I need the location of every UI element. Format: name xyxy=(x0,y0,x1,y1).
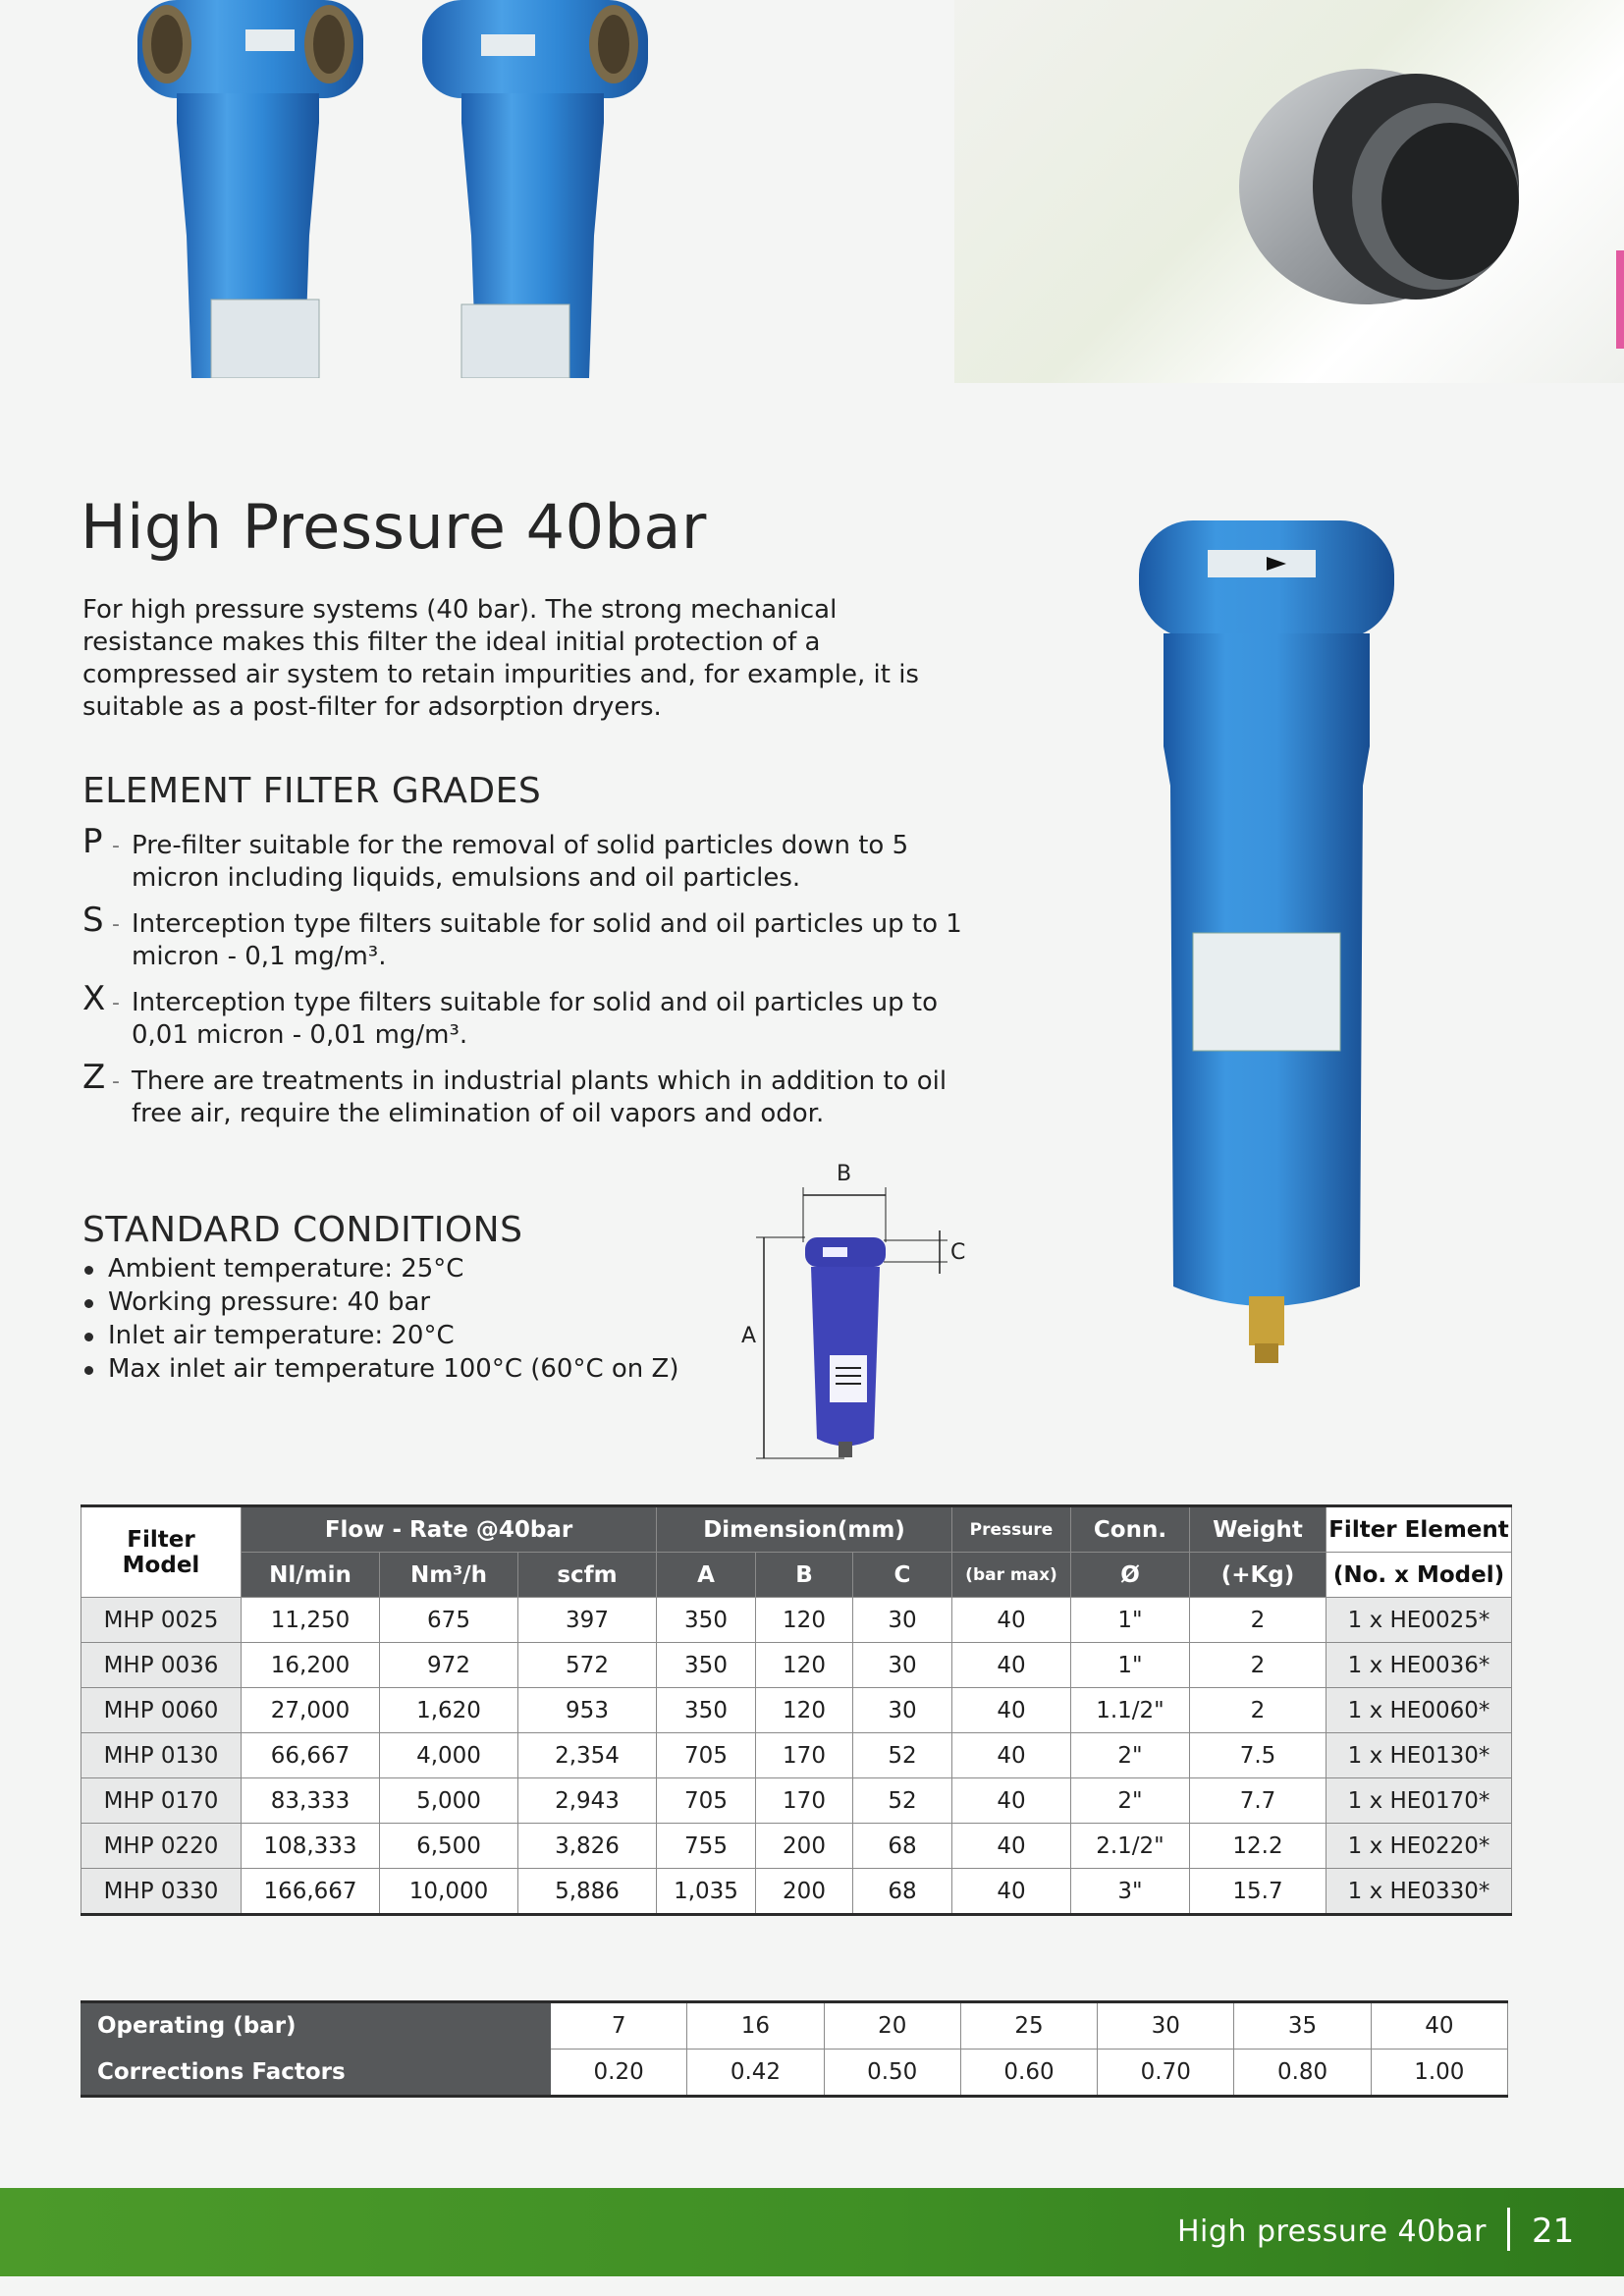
intro-paragraph: For high pressure systems (40 bar). The strong mechanical resistance makes this filter the ideal initial protection of a compressed air system to retain impurities and, for example, it is suitable as a post-filter for adsorption dryers. xyxy=(82,595,919,722)
cell-b: 200 xyxy=(756,1869,853,1915)
condition-item: Inlet air temperature: 20°C xyxy=(82,1319,679,1352)
col-header-element-sub: (No. x Model) xyxy=(1326,1553,1512,1598)
col-header-element: Filter Element xyxy=(1326,1506,1512,1553)
cell-weight: 2 xyxy=(1190,1643,1326,1688)
grade-text: Interception type filters suitable for solid and oil particles up to 1 micron - 0,1 mg/m³. xyxy=(132,909,962,971)
col-header-pressure: Pressure xyxy=(952,1506,1071,1553)
factors-label: Corrections Factors xyxy=(81,2050,551,2097)
page-number: 21 xyxy=(1532,2212,1575,2251)
grade-letter: X xyxy=(82,979,106,1018)
cell-nlmin: 166,667 xyxy=(242,1869,380,1915)
cell-pressure: 40 xyxy=(952,1824,1071,1869)
operating-value: 25 xyxy=(960,2002,1097,2050)
cell-scfm: 572 xyxy=(518,1643,657,1688)
page-edge-tab xyxy=(1616,250,1624,349)
cell-c: 30 xyxy=(853,1688,952,1733)
grade-text: Pre-filter suitable for the removal of solid particles down to 5 micron including liquids, emulsions and oil particles. xyxy=(132,831,909,893)
table-row xyxy=(81,1824,1512,1869)
cell-c: 30 xyxy=(853,1643,952,1688)
cell-a: 1,035 xyxy=(657,1869,756,1915)
cell-nlmin: 11,250 xyxy=(242,1598,380,1643)
cell-c: 68 xyxy=(853,1824,952,1869)
cell-pressure: 40 xyxy=(952,1778,1071,1824)
operating-value: 30 xyxy=(1098,2002,1234,2050)
col-header-dimension: Dimension(mm) xyxy=(657,1506,952,1553)
cell-model: MHP 0220 xyxy=(81,1824,242,1869)
factor-value: 1.00 xyxy=(1371,2050,1507,2097)
col-header-scfm: scfm xyxy=(518,1553,657,1598)
dim-label-b: B xyxy=(837,1162,852,1186)
dim-label-c: C xyxy=(950,1240,966,1265)
cell-model: MHP 0330 xyxy=(81,1869,242,1915)
col-header-barmax: (bar max) xyxy=(952,1553,1071,1598)
cell-a: 350 xyxy=(657,1643,756,1688)
grade-dash: - xyxy=(112,834,120,858)
cell-element: 1 x HE0025* xyxy=(1326,1598,1512,1643)
cell-b: 200 xyxy=(756,1824,853,1869)
cell-nlmin: 27,000 xyxy=(242,1688,380,1733)
cell-a: 705 xyxy=(657,1733,756,1778)
operating-row xyxy=(81,2002,1508,2050)
col-header-c: C xyxy=(853,1553,952,1598)
cell-element: 1 x HE0130* xyxy=(1326,1733,1512,1778)
cell-weight: 12.2 xyxy=(1190,1824,1326,1869)
cell-b: 120 xyxy=(756,1598,853,1643)
factor-value: 0.20 xyxy=(551,2050,687,2097)
cell-element: 1 x HE0036* xyxy=(1326,1643,1512,1688)
grade-letter: Z xyxy=(82,1058,106,1097)
cell-element: 1 x HE0220* xyxy=(1326,1824,1512,1869)
factor-value: 0.80 xyxy=(1234,2050,1371,2097)
factor-value: 0.60 xyxy=(960,2050,1097,2097)
cell-b: 120 xyxy=(756,1643,853,1688)
cell-conn: 2" xyxy=(1071,1733,1190,1778)
cell-a: 755 xyxy=(657,1824,756,1869)
factor-value: 0.42 xyxy=(687,2050,824,2097)
cell-c: 68 xyxy=(853,1869,952,1915)
cell-pressure: 40 xyxy=(952,1688,1071,1733)
cell-conn: 3" xyxy=(1071,1869,1190,1915)
cell-scfm: 953 xyxy=(518,1688,657,1733)
grade-dash: - xyxy=(112,991,120,1015)
cell-nm3h: 4,000 xyxy=(380,1733,518,1778)
footer-divider xyxy=(1507,2208,1510,2251)
grade-dash: - xyxy=(112,912,120,937)
cell-element: 1 x HE0330* xyxy=(1326,1869,1512,1915)
condition-item: Max inlet air temperature 100°C (60°C on Z) xyxy=(82,1352,679,1386)
grade-letter: S xyxy=(82,901,104,940)
cell-a: 350 xyxy=(657,1598,756,1643)
cell-scfm: 3,826 xyxy=(518,1824,657,1869)
col-header-a: A xyxy=(657,1553,756,1598)
cell-conn: 1" xyxy=(1071,1598,1190,1643)
operating-value: 7 xyxy=(551,2002,687,2050)
grade-text: There are treatments in industrial plants which in addition to oil free air, require the elimination of oil vapors and odor. xyxy=(132,1066,947,1128)
grade-dash: - xyxy=(112,1069,120,1094)
standard-conditions-list xyxy=(82,1252,679,1386)
col-header-filter-model xyxy=(81,1506,242,1598)
cell-element: 1 x HE0170* xyxy=(1326,1778,1512,1824)
factors-row xyxy=(81,2050,1508,2097)
operating-value: 35 xyxy=(1234,2002,1371,2050)
cell-pressure: 40 xyxy=(952,1598,1071,1643)
cell-weight: 2 xyxy=(1190,1598,1326,1643)
cell-conn: 2.1/2" xyxy=(1071,1824,1190,1869)
col-header-nm3h: Nm³/h xyxy=(380,1553,518,1598)
table-row xyxy=(81,1688,1512,1733)
table-row xyxy=(81,1598,1512,1643)
cell-c: 30 xyxy=(853,1598,952,1643)
cell-nm3h: 1,620 xyxy=(380,1688,518,1733)
cell-nm3h: 972 xyxy=(380,1643,518,1688)
cell-conn: 2" xyxy=(1071,1778,1190,1824)
col-header-b: B xyxy=(756,1553,853,1598)
cell-scfm: 2,943 xyxy=(518,1778,657,1824)
operating-value: 16 xyxy=(687,2002,824,2050)
condition-item: Ambient temperature: 25°C xyxy=(82,1252,679,1285)
cell-a: 705 xyxy=(657,1778,756,1824)
table-row xyxy=(81,1733,1512,1778)
cell-nlmin: 66,667 xyxy=(242,1733,380,1778)
cell-scfm: 5,886 xyxy=(518,1869,657,1915)
dimension-diagram xyxy=(736,1154,992,1468)
cell-weight: 7.5 xyxy=(1190,1733,1326,1778)
condition-item: Working pressure: 40 bar xyxy=(82,1285,679,1319)
filter-housings-photo xyxy=(118,0,668,378)
cell-pressure: 40 xyxy=(952,1733,1071,1778)
cell-nlmin: 16,200 xyxy=(242,1643,380,1688)
table-row xyxy=(81,1778,1512,1824)
cell-nm3h: 6,500 xyxy=(380,1824,518,1869)
header-model: Model xyxy=(122,1552,200,1578)
cell-weight: 7.7 xyxy=(1190,1778,1326,1824)
col-header-nlmin: Nl/min xyxy=(242,1553,380,1598)
specs-table xyxy=(81,1504,1512,1916)
cell-model: MHP 0130 xyxy=(81,1733,242,1778)
col-header-weight: Weight xyxy=(1190,1506,1326,1553)
cell-scfm: 2,354 xyxy=(518,1733,657,1778)
cell-model: MHP 0060 xyxy=(81,1688,242,1733)
cell-nm3h: 5,000 xyxy=(380,1778,518,1824)
grade-letter: P xyxy=(82,822,103,861)
grade-text: Interception type filters suitable for solid and oil particles up to 0,01 micron - 0,01 mg/m³. xyxy=(132,988,939,1050)
cell-conn: 1.1/2" xyxy=(1071,1688,1190,1733)
operating-value: 40 xyxy=(1371,2002,1507,2050)
cell-element: 1 x HE0060* xyxy=(1326,1688,1512,1733)
cell-c: 52 xyxy=(853,1733,952,1778)
header-filter: Filter xyxy=(127,1526,195,1553)
cell-nm3h: 675 xyxy=(380,1598,518,1643)
standard-conditions-heading: STANDARD CONDITIONS xyxy=(82,1210,523,1250)
operating-value: 20 xyxy=(824,2002,960,2050)
cell-pressure: 40 xyxy=(952,1643,1071,1688)
filter-housing-main-photo xyxy=(1119,511,1414,1414)
cell-conn: 1" xyxy=(1071,1643,1190,1688)
cell-c: 52 xyxy=(853,1778,952,1824)
cell-a: 350 xyxy=(657,1688,756,1733)
col-header-kg: (+Kg) xyxy=(1190,1553,1326,1598)
table-row xyxy=(81,1643,1512,1688)
cell-nlmin: 83,333 xyxy=(242,1778,380,1824)
cell-weight: 2 xyxy=(1190,1688,1326,1733)
footer-title: High pressure 40bar xyxy=(1176,2214,1487,2249)
table-row xyxy=(81,1869,1512,1915)
cell-b: 170 xyxy=(756,1778,853,1824)
dim-label-a: A xyxy=(741,1324,757,1348)
page-title: High Pressure 40bar xyxy=(81,491,707,563)
cell-b: 170 xyxy=(756,1733,853,1778)
cell-nlmin: 108,333 xyxy=(242,1824,380,1869)
cell-scfm: 397 xyxy=(518,1598,657,1643)
cell-weight: 15.7 xyxy=(1190,1869,1326,1915)
operating-label: Operating (bar) xyxy=(81,2002,551,2050)
cell-b: 120 xyxy=(756,1688,853,1733)
metal-fitting-photo xyxy=(954,0,1624,383)
col-header-conn-sym: Ø xyxy=(1071,1553,1190,1598)
correction-factors-table xyxy=(81,2000,1508,2098)
col-header-conn: Conn. xyxy=(1071,1506,1190,1553)
factor-value: 0.50 xyxy=(824,2050,960,2097)
grades-heading: ELEMENT FILTER GRADES xyxy=(82,771,542,811)
col-header-flow: Flow - Rate @40bar xyxy=(242,1506,657,1553)
cell-model: MHP 0170 xyxy=(81,1778,242,1824)
cell-nm3h: 10,000 xyxy=(380,1869,518,1915)
cell-pressure: 40 xyxy=(952,1869,1071,1915)
cell-model: MHP 0036 xyxy=(81,1643,242,1688)
cell-model: MHP 0025 xyxy=(81,1598,242,1643)
factor-value: 0.70 xyxy=(1098,2050,1234,2097)
